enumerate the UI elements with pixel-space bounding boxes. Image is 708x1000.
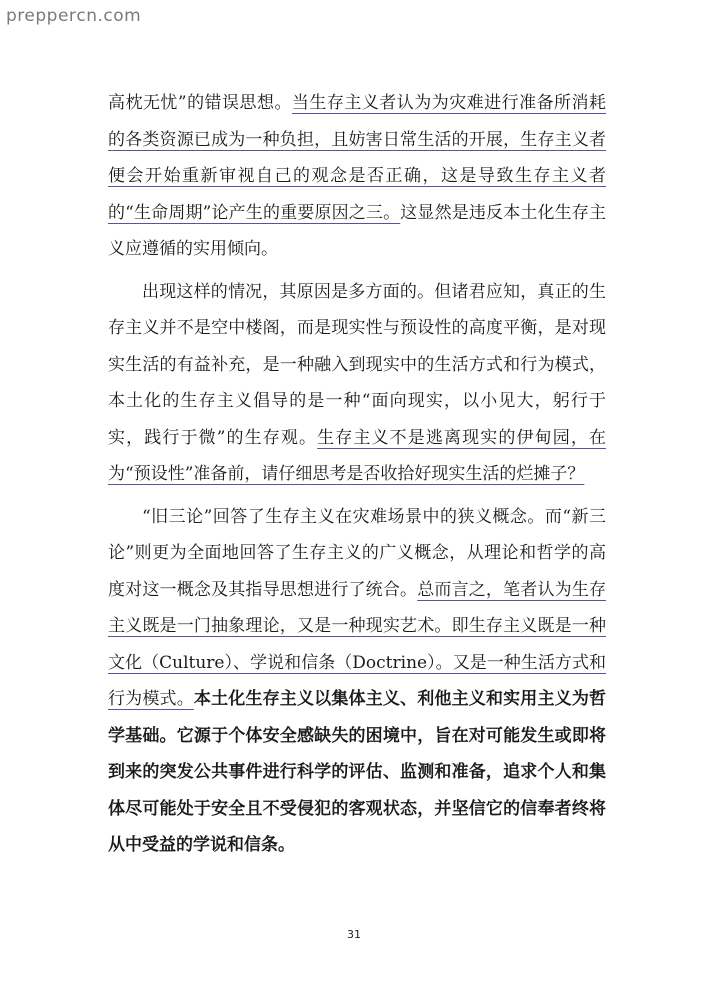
underlined-segment: 生存主义不是逃离现实的伊甸园，在为“预设性”准备前，请仔细思考是否收拾好现实生活的烂摊子？ <box>108 427 606 484</box>
underlined-segment: 当生存主义者认为为灾难进行准备所消耗的各类资源已成为一种负担，且妨害日常生活的开展，生存主义者便会开始重新审视自己的观念是否正确，这是导致生存主义者的“生命周期”论产生的重要原因之三。 <box>108 93 606 223</box>
bold-segment: 本土化生存主义以集体主义、利他主义和实用主义为哲学基础。它源于个体安全感缺失的困境中，旨在对可能发生或即将到来的突发公共事件进行科学的评估、监测和准备，追求个人和集体尽可能处于安全且不受侵犯的客观状态，并坚信它的信奉者终将从中受益的学说和信条。 <box>108 689 607 855</box>
text-segment: “旧三论”回答了生存主义在灾难场景中的狭义概念。而“新三论”则更为全面地回答了生存主义的广义概念，从理论和哲学的高度对这一概念及其指导思想进行了统合。 <box>108 506 606 600</box>
paragraph <box>108 85 606 268</box>
text-segment: 高枕无忧”的错误思想。 <box>108 93 292 113</box>
page-number: 31 <box>347 928 361 941</box>
text-segment: 这显然是违反本土化生存主义应遵循的实用倾向。 <box>108 202 606 259</box>
underlined-segment: 总而言之，笔者认为生存主义既是一门抽象理论，又是一种现实艺术。即生存主义既是一种文化（Culture）、学说和信条（Doctrine）。又是一种生活方式和行为模式。 <box>108 579 607 709</box>
watermark: prepperсn.com <box>6 6 142 26</box>
document-body <box>108 85 606 870</box>
text-segment: 出现这样的情况，其原因是多方面的。但诸君应知，真正的生存主义并不是空中楼阁，而是现实性与预设性的高度平衡，是对现实生活的有益补充，是一种融入到现实中的生活方式和行为模式，本土化的生存主义倡导的是一种“面向现实，以小见大，躬行于实，践行于微”的生存观。 <box>108 281 606 448</box>
paragraph <box>108 499 606 864</box>
paragraph <box>108 274 606 493</box>
